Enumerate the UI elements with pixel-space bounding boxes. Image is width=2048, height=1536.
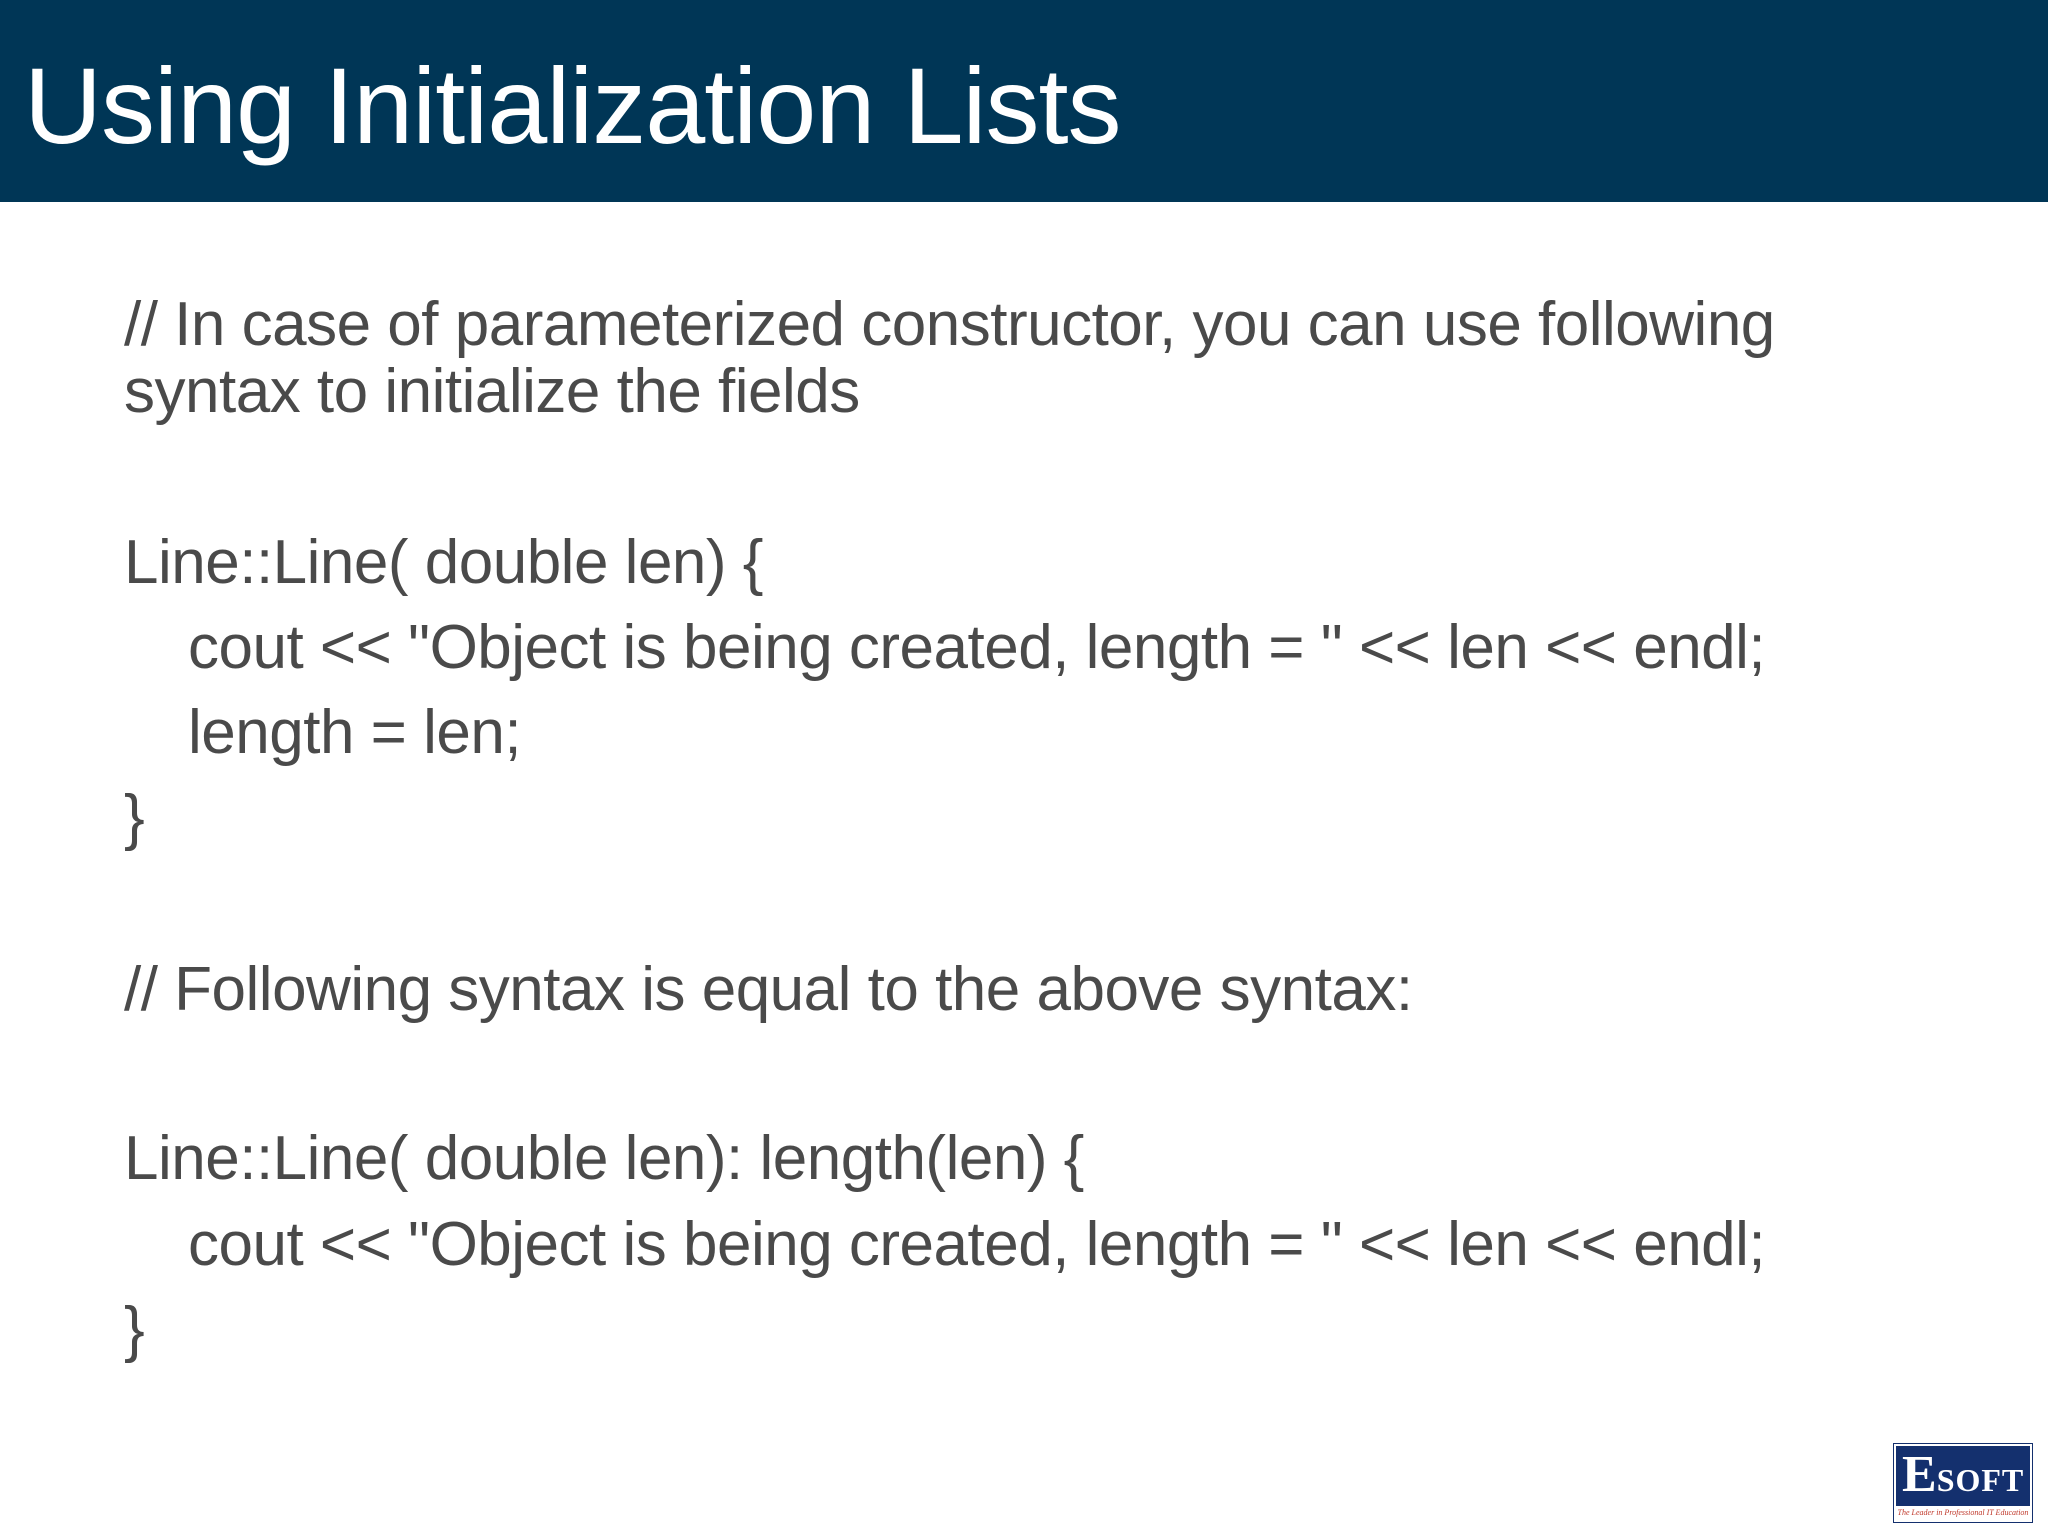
slide-title: Using Initialization Lists: [24, 45, 1121, 166]
code-line-close-1: }: [124, 783, 145, 852]
logo-wordmark: [1902, 1446, 2025, 1512]
logo-word: SOFT: [1936, 1462, 2025, 1498]
code-line-constructor-2: Line::Line( double len): length(len) {: [124, 1124, 1084, 1193]
comment-line-3: // Following syntax is equal to the above syntax:: [124, 955, 1413, 1024]
comment-line-1: // In case of parameterized constructor, you can use following: [124, 290, 1775, 359]
logo-letter: E: [1902, 1446, 1937, 1503]
title-bar: [0, 0, 2048, 202]
code-line-close-2: }: [124, 1295, 145, 1364]
logo-tagline: The Leader in Professional IT Education: [1896, 1506, 2030, 1520]
esoft-logo: [1894, 1444, 2032, 1522]
code-line-cout-1: cout << "Object is being created, length = " << len << endl;: [188, 613, 1766, 682]
code-line-constructor-1: Line::Line( double len) {: [124, 528, 763, 597]
code-line-cout-2: cout << "Object is being created, length = " << len << endl;: [188, 1210, 1766, 1279]
code-line-assign: length = len;: [188, 698, 522, 767]
comment-line-2: syntax to initialize the fields: [124, 357, 860, 426]
